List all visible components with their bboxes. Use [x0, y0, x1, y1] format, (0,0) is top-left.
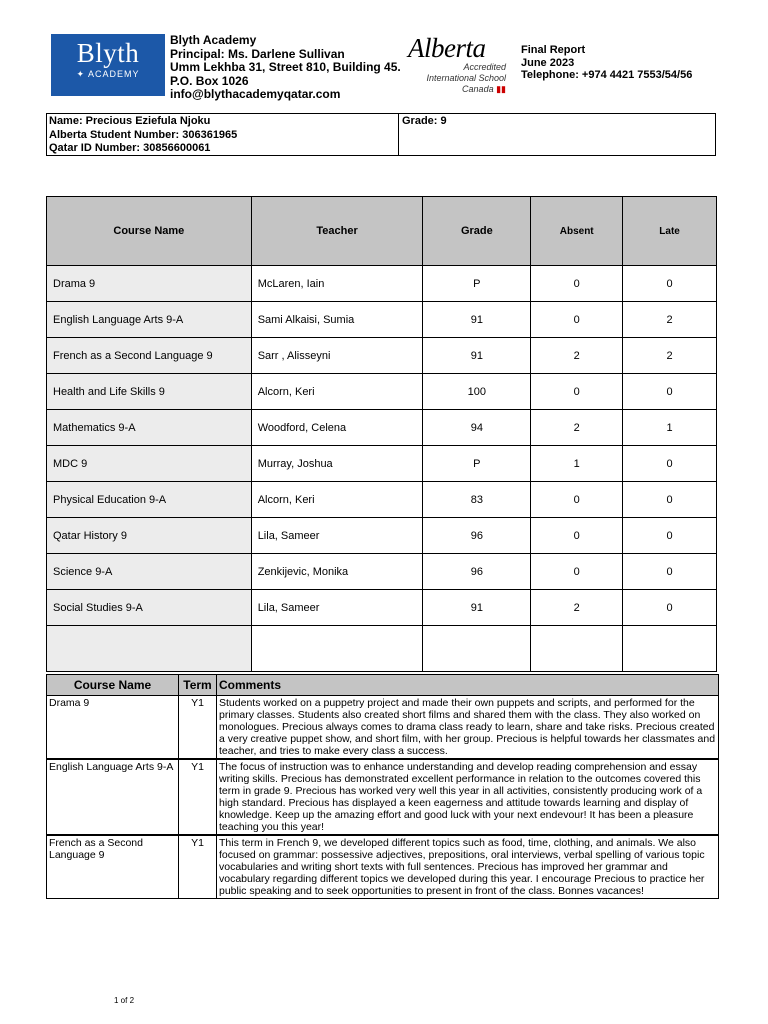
- teacher: Sarr , Alisseyni: [251, 338, 423, 374]
- grade: 96: [423, 518, 531, 554]
- grade: P: [423, 446, 531, 482]
- grades-table: [46, 196, 717, 672]
- term: Y1: [179, 759, 217, 835]
- grades-header-row: [47, 197, 717, 266]
- report-info: [521, 44, 692, 82]
- table-row: [47, 446, 717, 482]
- student-info-box: [46, 113, 716, 156]
- comments-header-row: [47, 675, 719, 696]
- empty-row: [47, 626, 717, 672]
- absent: 0: [531, 554, 623, 590]
- empty-cell: [623, 626, 717, 672]
- canada-flag-icon: ▮▮: [496, 84, 506, 94]
- absent: 2: [531, 338, 623, 374]
- course-name: MDC 9: [47, 446, 252, 482]
- table-row: [47, 338, 717, 374]
- absent: 2: [531, 410, 623, 446]
- course-name: English Language Arts 9-A: [47, 759, 179, 835]
- accreditation-text: Accredited International School Canada ▮▮: [426, 62, 506, 94]
- late: 2: [623, 302, 717, 338]
- course-name: Drama 9: [47, 266, 252, 302]
- late: 0: [623, 374, 717, 410]
- header-teacher: Teacher: [251, 197, 423, 266]
- teacher: Sami Alkaisi, Sumia: [251, 302, 423, 338]
- late: 1: [623, 410, 717, 446]
- grade: 100: [423, 374, 531, 410]
- alberta-wordmark: Alberta: [408, 33, 486, 63]
- teacher: Murray, Joshua: [251, 446, 423, 482]
- course-name: English Language Arts 9-A: [47, 302, 252, 338]
- late: 0: [623, 482, 717, 518]
- header-absent: Absent: [531, 197, 623, 266]
- late: 2: [623, 338, 717, 374]
- course-name: Social Studies 9-A: [47, 590, 252, 626]
- table-row: [47, 554, 717, 590]
- empty-cell: [423, 626, 531, 672]
- teacher: Alcorn, Keri: [251, 374, 423, 410]
- table-row: [47, 410, 717, 446]
- absent: 0: [531, 482, 623, 518]
- student-details: [47, 114, 399, 155]
- grade: P: [423, 266, 531, 302]
- teacher: Lila, Sameer: [251, 590, 423, 626]
- table-row: [47, 302, 717, 338]
- absent: 0: [531, 302, 623, 338]
- header-late: Late: [623, 197, 717, 266]
- grade: 83: [423, 482, 531, 518]
- school-info: [170, 34, 401, 102]
- comment-text: The focus of instruction was to enhance understanding and develop reading comprehension and essay writing skills. Precious has demonstrated excellent performance in relation to the outcomes covered this term in grade 9. Precious has worked very well this year in all activities, consistently producing work of a high standard. Precious has displayed a keen eagerness and attitude towards learning and display of knowledge. Keep up the amazing effort and good luck with your next endevour! It has been a pleasure teaching you this year!: [217, 759, 719, 835]
- header-comments: Comments: [217, 675, 719, 696]
- comment-row: [47, 696, 719, 760]
- empty-cell: [251, 626, 423, 672]
- absent: 1: [531, 446, 623, 482]
- term: Y1: [179, 696, 217, 760]
- header-course-name: Course Name: [47, 197, 252, 266]
- table-row: [47, 374, 717, 410]
- address: Umm Lekhba 31, Street 810, Building 45.: [170, 60, 401, 74]
- header-course-name: Course Name: [47, 675, 179, 696]
- teacher: Woodford, Celena: [251, 410, 423, 446]
- absent: 2: [531, 590, 623, 626]
- comment-row: [47, 835, 719, 899]
- report-title: Final Report: [521, 44, 586, 56]
- teacher: Zenkijevic, Monika: [251, 554, 423, 590]
- school-name: Blyth Academy: [170, 33, 257, 47]
- late: 0: [623, 554, 717, 590]
- teacher: Alcorn, Keri: [251, 482, 423, 518]
- late: 0: [623, 266, 717, 302]
- email: info@blythacademyqatar.com: [170, 87, 341, 101]
- absent: 0: [531, 374, 623, 410]
- course-name: Qatar History 9: [47, 518, 252, 554]
- absent: 0: [531, 518, 623, 554]
- table-row: [47, 482, 717, 518]
- empty-cell: [531, 626, 623, 672]
- teacher: McLaren, Iain: [251, 266, 423, 302]
- grade: 94: [423, 410, 531, 446]
- qatar-id-number: Qatar ID Number: 30856600061: [49, 142, 211, 154]
- table-row: [47, 590, 717, 626]
- term: Y1: [179, 835, 217, 899]
- late: 0: [623, 518, 717, 554]
- logo-subtext: ✦ ACADEMY: [76, 69, 140, 79]
- course-name: Mathematics 9-A: [47, 410, 252, 446]
- principal: Principal: Ms. Darlene Sullivan: [170, 46, 345, 61]
- telephone: Telephone: +974 4421 7553/54/56: [521, 69, 693, 81]
- teacher: Lila, Sameer: [251, 518, 423, 554]
- comment-text: Students worked on a puppetry project and made their own puppets and scripts, and performed for the primary classes. Students also created short films and shared them with the class. They also worked on monologues. Precious always comes to drama class ready to learn, share and take risks. Precious created a very creative puppet show, and short film, with her group. Precious is helpful towards her classmates and teacher, and tries to make every class a success.: [217, 696, 719, 760]
- course-name: French as a Second Language 9: [47, 338, 252, 374]
- student-name: Name: Precious Eziefula Njoku: [49, 115, 211, 127]
- absent: 0: [531, 266, 623, 302]
- grade: 96: [423, 554, 531, 590]
- grade: 91: [423, 302, 531, 338]
- comment-row: [47, 759, 719, 835]
- header-grade: Grade: [423, 197, 531, 266]
- logo-wordmark: Blyth: [76, 38, 140, 68]
- student-grade: Grade: 9: [402, 115, 447, 127]
- page-number: 1 of 2: [114, 996, 135, 1005]
- course-name: French as a Second Language 9: [47, 835, 179, 899]
- alberta-accreditation-logo: [408, 34, 508, 96]
- late: 0: [623, 446, 717, 482]
- grade: 91: [423, 338, 531, 374]
- course-name: Physical Education 9-A: [47, 482, 252, 518]
- maple-leaf-icon: ✦: [76, 69, 85, 79]
- table-row: [47, 518, 717, 554]
- grade: 91: [423, 590, 531, 626]
- comments-table: [46, 674, 719, 899]
- empty-cell: [47, 626, 252, 672]
- po-box: P.O. Box 1026: [170, 73, 249, 88]
- report-date: June 2023: [521, 56, 575, 69]
- course-name: Science 9-A: [47, 554, 252, 590]
- course-name: Drama 9: [47, 696, 179, 760]
- late: 0: [623, 590, 717, 626]
- blyth-academy-logo: [51, 34, 165, 96]
- table-row: [47, 266, 717, 302]
- header-term: Term: [179, 675, 217, 696]
- course-name: Health and Life Skills 9: [47, 374, 252, 410]
- alberta-student-number: Alberta Student Number: 306361965: [49, 128, 238, 141]
- comment-text: This term in French 9, we developed different topics such as food, time, clothing, and animals. We also focused on grammar: possessive adjectives, prepositions, oral interviews, verbal spelling of various topic vocabularies and writing short texts with full sentences. Precious has improved her grammar and vocabulary regarding different topics we developed during this year. I encourage Precious to practice her public speaking and to seek opportunities to present in front of the class. Bonnes vacances!: [217, 835, 719, 899]
